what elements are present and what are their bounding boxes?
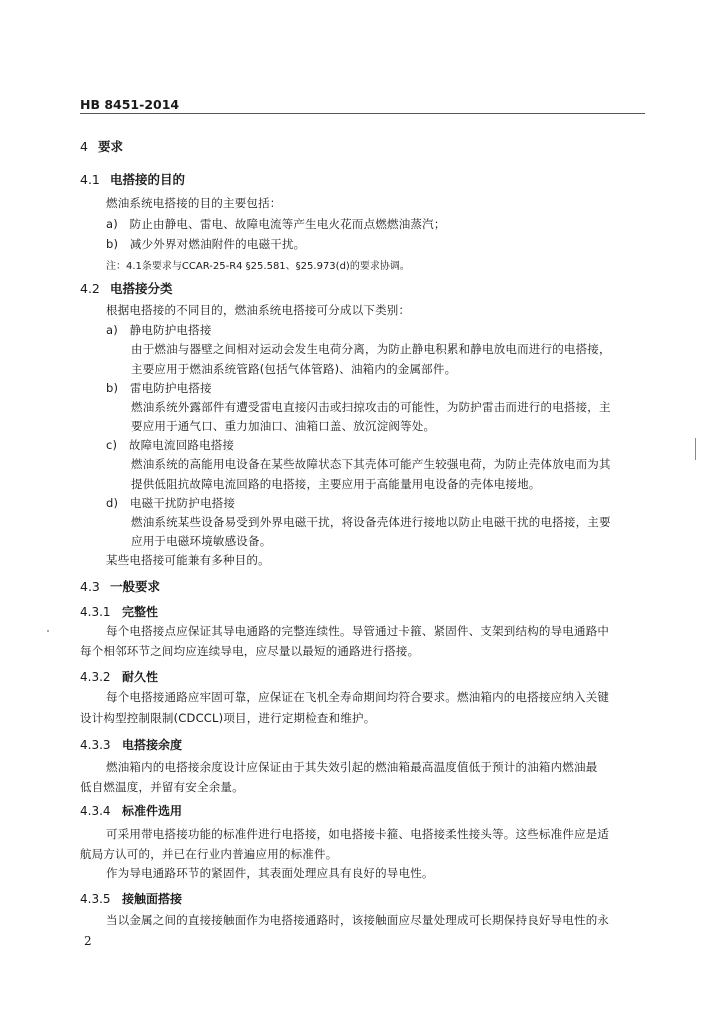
- paragraph-text: 燃油系统电搭接的目的主要包括：: [106, 196, 282, 210]
- paragraph-text: 燃油箱内的电搭接余度设计应保证由于其失效引起的燃油箱最高温度值低于预计的油箱内燃油最: [106, 760, 598, 774]
- section-4-heading: [80, 137, 123, 155]
- section-number: 4.1: [80, 172, 100, 187]
- section-title: 电搭接的目的: [110, 172, 186, 187]
- paragraph-text: 每个电搭接通路应牢固可靠，应保证在飞机全寿命期间均符合要求。燃油箱内的电搭接应纳入关键: [106, 690, 610, 704]
- paragraph-text: 燃油系统某些设备易受到外界电磁干扰，将设备壳体进行接地以防止电磁干扰的电搭接，主要: [131, 515, 611, 529]
- section-4-3-5-heading: [80, 890, 182, 907]
- paragraph-text: 设计构型控制限制(CDCCL)项目，进行定期检查和维护。: [80, 711, 376, 725]
- section-4-1-heading: [80, 170, 185, 188]
- paragraph-text: 由于燃油与器壁之间相对运动会发生电荷分离，为防止静电积累和静电放电而进行的电搭接，: [131, 342, 611, 356]
- paragraph-text: 低自燃温度，并留有安全余量。: [80, 780, 244, 794]
- paragraph-text: 作为导电通路环节的紧固件，其表面处理应具有良好的导电性。: [106, 866, 434, 880]
- standard-code-header: HB 8451-2014: [80, 97, 180, 112]
- paragraph-text: 主要应用于燃油系统管路(包括气体管路)、油箱内的金属部件。: [131, 362, 457, 376]
- section-4-3-3-heading: [80, 736, 182, 753]
- section-4-3-2-heading: [80, 668, 158, 685]
- page-number: 2: [84, 934, 92, 948]
- section-number: 4: [80, 139, 88, 154]
- list-item: b) 减少外界对燃油附件的电磁干扰。: [106, 237, 306, 251]
- section-number: 4.2: [80, 281, 100, 296]
- paragraph-text: 每个电搭接点应保证其导电通路的完整连续性。导管通过卡箍、紧固件、支架到结构的导电通路中: [106, 624, 610, 638]
- section-number: 4.3.4: [80, 804, 111, 818]
- section-number: 4.3.5: [80, 892, 111, 906]
- section-title: 要求: [98, 139, 124, 154]
- paragraph-text: 要应用于通气口、重力加油口、油箱口盖、放沉淀阀等处。: [131, 419, 436, 433]
- section-title: 标准件选用: [122, 804, 183, 818]
- section-4-3-1-heading: [80, 603, 158, 620]
- section-title: 接触面搭接: [122, 892, 183, 906]
- list-item-title: b) 雷电防护电搭接: [106, 381, 212, 395]
- section-4-3-heading: [80, 577, 160, 595]
- paragraph-text: 应用于电磁环境敏感设备。: [131, 534, 272, 548]
- section-title: 耐久性: [122, 670, 159, 684]
- section-number: 4.3.2: [80, 670, 111, 684]
- paragraph-text: 燃油系统的高能用电设备在某些故障状态下其壳体可能产生较强电荷，为防止壳体放电而为其: [131, 457, 611, 471]
- section-4-3-4-heading: [80, 802, 182, 819]
- list-item-title: c) 故障电流回路电搭接: [106, 438, 235, 452]
- section-title: 电搭接分类: [110, 281, 173, 296]
- section-number: 4.3.1: [80, 605, 111, 619]
- paragraph-text: 可采用带电搭接功能的标准件进行电搭接，如电搭接卡箍、电搭接柔性接头等。这些标准件应是适: [106, 827, 610, 841]
- section-4-2-heading: [80, 279, 173, 297]
- list-item: a) 防止由静电、雷电、故障电流等产生电火花而点燃燃油蒸汽；: [106, 217, 446, 231]
- section-number: 4.3: [80, 579, 100, 594]
- paragraph-text: 某些电搭接可能兼有多种目的。: [106, 553, 270, 567]
- section-title: 一般要求: [110, 579, 161, 594]
- section-title: 电搭接余度: [122, 738, 183, 752]
- scan-speck: [47, 630, 49, 632]
- note-text: 注：4.1条要求与CCAR-25-R4 §25.581、§25.973(d)的要求协调。: [106, 261, 410, 272]
- paragraph-text: 提供低阻抗故障电流回路的电搭接，主要应用于高能量用电设备的壳体电接地。: [131, 477, 541, 491]
- paragraph-text: 航局方认可的，并已在行业内普遍应用的标准件。: [80, 847, 338, 861]
- header-rule: [80, 113, 645, 114]
- paragraph-text: 每个相邻环节之间均应连续导电，应尽量以最短的通路进行搭接。: [80, 644, 420, 658]
- paragraph-text: 当以金属之间的直接接触面作为电搭接通路时，该接触面应尽量处理成可长期保持良好导电性的永: [106, 913, 610, 927]
- paragraph-text: 燃油系统外露部件有遭受雷电直接闪击或扫掠攻击的可能性，为防护雷击而进行的电搭接，主: [131, 400, 611, 414]
- scan-edge-mark: [695, 438, 696, 460]
- list-item-title: a) 静电防护电搭接: [106, 323, 212, 337]
- paragraph-text: 根据电搭接的不同目的，燃油系统电搭接可分成以下类别：: [106, 303, 411, 317]
- section-title: 完整性: [122, 605, 159, 619]
- section-number: 4.3.3: [80, 738, 111, 752]
- list-item-title: d) 电磁干扰防护电搭接: [106, 496, 236, 510]
